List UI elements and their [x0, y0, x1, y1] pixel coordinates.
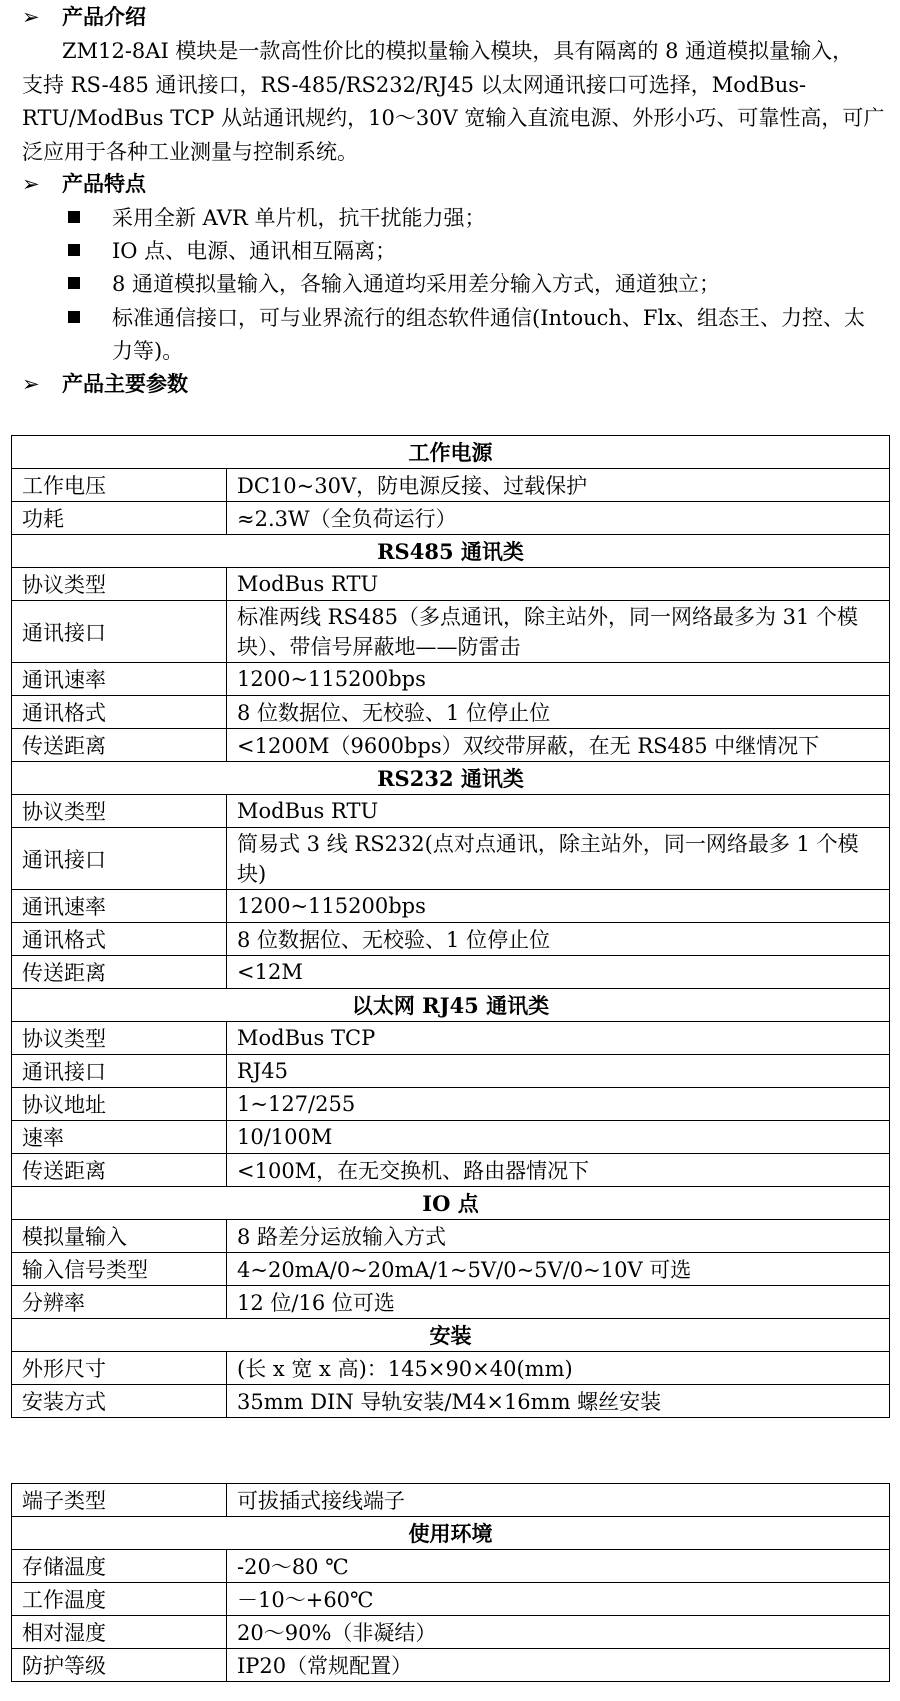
feature-text: 标准通信接口，可与业界流行的组态软件通信(Intouch、Flx、组态王、力控、太 [112, 306, 866, 330]
param-name: 外形尺寸 [12, 1352, 227, 1385]
param-name: 通讯格式 [12, 696, 227, 729]
table-row [12, 729, 890, 762]
table-row [12, 663, 890, 696]
table-row [12, 1055, 890, 1088]
param-value: <100M，在无交换机、路由器情况下 [227, 1154, 890, 1187]
section-header: 使用环境 [12, 1517, 890, 1550]
table-row [12, 890, 890, 923]
param-value: (长 x 宽 x 高)：145×90×40(mm) [227, 1352, 890, 1385]
table-row [12, 795, 890, 828]
section-header: RS485 通讯类 [12, 535, 890, 568]
param-value: 8 位数据位、无校验、1 位停止位 [227, 923, 890, 956]
param-value: 1~127/255 [227, 1088, 890, 1121]
square-bullet-icon [68, 211, 80, 223]
spec-table-secondary [11, 1483, 890, 1682]
intro-line: ZM12-8AI 模块是一款高性价比的模拟量输入模块，具有隔离的 8 通道模拟量输入， [62, 39, 854, 63]
param-name: 分辨率 [12, 1286, 227, 1319]
section-header: 工作电源 [12, 436, 890, 469]
param-value: -20～80 ℃ [227, 1550, 890, 1583]
intro-line: 泛应用于各种工业测量与控制系统。 [22, 139, 358, 164]
intro-paragraph [22, 35, 888, 169]
param-name: 相对湿度 [12, 1616, 227, 1649]
param-value-line: 标准两线 RS485（多点通讯，除主站外，同一网络最多为 31 个模 [237, 604, 859, 629]
param-value: 可拔插式接线端子 [227, 1484, 890, 1517]
param-name: 通讯速率 [12, 890, 227, 923]
param-name: 输入信号类型 [12, 1253, 227, 1286]
param-name: 通讯接口 [12, 828, 227, 890]
param-value: 4~20mA/0~20mA/1~5V/0~5V/0~10V 可选 [227, 1253, 890, 1286]
param-value: －10～+60℃ [227, 1583, 890, 1616]
section-heading-intro [22, 2, 146, 32]
param-name: 存储温度 [12, 1550, 227, 1583]
section-row [12, 762, 890, 795]
param-value [227, 828, 890, 890]
param-value-line: 块) [237, 861, 267, 886]
param-name: 通讯接口 [12, 1055, 227, 1088]
arrow-bullet-icon: ➢ [22, 5, 40, 29]
param-name: 传送距离 [12, 1154, 227, 1187]
param-value: <12M [227, 956, 890, 989]
param-value-line: 简易式 3 线 RS232(点对点通讯，除主站外，同一网络最多 1 个模 [237, 831, 859, 856]
param-value: 12 位/16 位可选 [227, 1286, 890, 1319]
section-title: 产品主要参数 [62, 371, 188, 396]
square-bullet-icon [68, 277, 80, 289]
section-header: 安装 [12, 1319, 890, 1352]
table-row [12, 1022, 890, 1055]
square-bullet-icon [68, 311, 80, 323]
param-name: 传送距离 [12, 956, 227, 989]
section-title: 产品特点 [62, 171, 146, 196]
feature-text: 力等)。 [112, 339, 184, 363]
param-value: DC10~30V，防电源反接、过载保护 [227, 469, 890, 502]
param-name: 工作电压 [12, 469, 227, 502]
table-row [12, 1121, 890, 1154]
feature-text: IO 点、电源、通讯相互隔离； [112, 239, 397, 263]
feature-item [68, 202, 898, 235]
table-row [12, 1286, 890, 1319]
table-row [12, 1616, 890, 1649]
param-name: 功耗 [12, 502, 227, 535]
arrow-bullet-icon: ➢ [22, 372, 40, 396]
param-name: 安装方式 [12, 1385, 227, 1418]
feature-item [68, 302, 898, 368]
table-row [12, 1649, 890, 1682]
table-row [12, 1220, 890, 1253]
feature-text: 采用全新 AVR 单片机，抗干扰能力强； [112, 206, 486, 230]
table-row [12, 502, 890, 535]
section-row [12, 1517, 890, 1550]
param-value: ModBus RTU [227, 568, 890, 601]
param-name: 防护等级 [12, 1649, 227, 1682]
param-value [227, 601, 890, 663]
section-row [12, 535, 890, 568]
section-header: RS232 通讯类 [12, 762, 890, 795]
intro-line: 支持 RS-485 通讯接口，RS-485/RS232/RJ45 以太网通讯接口可选择，ModBus- [22, 72, 807, 97]
param-value: IP20（常规配置） [227, 1649, 890, 1682]
spec-table-main [11, 435, 890, 1418]
section-row [12, 1187, 890, 1220]
param-name: 协议类型 [12, 1022, 227, 1055]
param-name: 通讯格式 [12, 923, 227, 956]
section-row [12, 989, 890, 1022]
param-value: 1200~115200bps [227, 663, 890, 696]
param-value: 35mm DIN 导轨安装/M4×16mm 螺丝安装 [227, 1385, 890, 1418]
table-row [12, 568, 890, 601]
table-row [12, 601, 890, 663]
section-header: 以太网 RJ45 通讯类 [12, 989, 890, 1022]
table-row [12, 1088, 890, 1121]
feature-item [68, 235, 898, 268]
param-value: ModBus TCP [227, 1022, 890, 1055]
table-row [12, 1352, 890, 1385]
param-value: ≈2.3W（全负荷运行） [227, 502, 890, 535]
param-value: ModBus RTU [227, 795, 890, 828]
param-name: 端子类型 [12, 1484, 227, 1517]
param-value: RJ45 [227, 1055, 890, 1088]
table-row [12, 1484, 890, 1517]
feature-item [68, 268, 898, 301]
param-value: <1200M（9600bps）双绞带屏蔽，在无 RS485 中继情况下 [227, 729, 890, 762]
param-name: 通讯接口 [12, 601, 227, 663]
section-row [12, 1319, 890, 1352]
param-name: 传送距离 [12, 729, 227, 762]
table-row [12, 923, 890, 956]
feature-text: 8 通道模拟量输入，各输入通道均采用差分输入方式，通道独立； [112, 272, 721, 296]
param-name: 模拟量输入 [12, 1220, 227, 1253]
table-row [12, 956, 890, 989]
table-row [12, 696, 890, 729]
intro-line: RTU/ModBus TCP 从站通讯规约，10～30V 宽输入直流电源、外形小巧、可靠性高，可广 [22, 106, 885, 130]
param-name: 工作温度 [12, 1583, 227, 1616]
table-row [12, 1253, 890, 1286]
table-row [12, 1154, 890, 1187]
param-value: 1200~115200bps [227, 890, 890, 923]
param-value: 20～90%（非凝结） [227, 1616, 890, 1649]
section-row [12, 436, 890, 469]
param-name: 速率 [12, 1121, 227, 1154]
square-bullet-icon [68, 244, 80, 256]
param-name: 协议类型 [12, 568, 227, 601]
section-heading-features [22, 169, 146, 199]
table-row [12, 469, 890, 502]
param-value: 10/100M [227, 1121, 890, 1154]
table-row [12, 1583, 890, 1616]
section-heading-params [22, 369, 188, 399]
section-title: 产品介绍 [62, 4, 146, 29]
param-value: 8 位数据位、无校验、1 位停止位 [227, 696, 890, 729]
param-value-line: 块）、带信号屏蔽地——防雷击 [237, 634, 521, 659]
section-header: IO 点 [12, 1187, 890, 1220]
param-name: 协议类型 [12, 795, 227, 828]
param-value: 8 路差分运放输入方式 [227, 1220, 890, 1253]
arrow-bullet-icon: ➢ [22, 172, 40, 196]
table-row [12, 1385, 890, 1418]
table-row [12, 828, 890, 890]
param-name: 通讯速率 [12, 663, 227, 696]
table-row [12, 1550, 890, 1583]
param-name: 协议地址 [12, 1088, 227, 1121]
